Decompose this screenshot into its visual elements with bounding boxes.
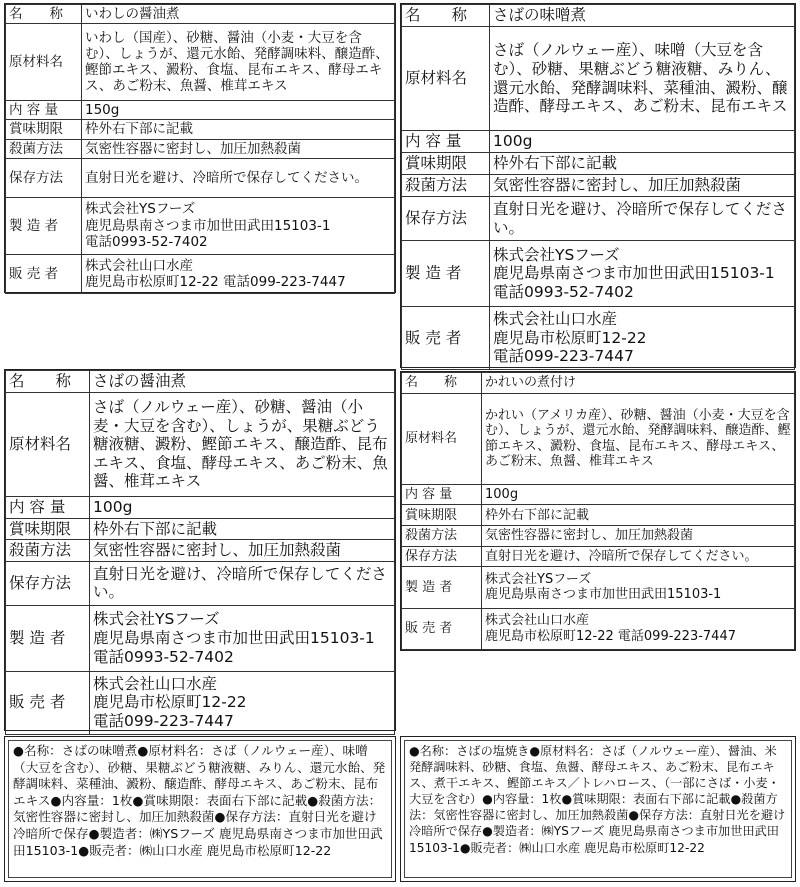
row-sterilization	[6, 540, 395, 562]
ingredients: かれい（アメリカ産）、砂糖、醤油（小麦・大豆を含む）、しょうが、還元水飴、発酵調味料、醸造酢、鰹節エキス、澱粉、食塩、昆布エキス、酵母エキス、あご粉末、魚醤、椎茸エキス	[482, 393, 795, 484]
volume: 100g	[490, 131, 795, 153]
row-storage	[6, 561, 395, 605]
ingredients: さば（ノルウェー産）、砂糖、醤油（小麦・大豆を含む）、しょうが、果糖ぶどう糖液糖、澱粉、鰹節エキス、醸造酢、昆布エキス、食塩、酵母エキス、あご粉末、魚醤、椎茸エキス	[90, 393, 395, 497]
ingredients: いわし（国産）、砂糖、醤油（小麦・大豆を含む）、しょうが、還元水飴、発酵調味料、醸造酢、鰹節エキス、澱粉、食塩、昆布エキス、酵母エキス、あご粉末、魚醤、椎茸エキス	[82, 24, 395, 101]
compact-label-text: ●名称：さばの味噌煮●原材料名：さば（ノルウェー産）、味噌（大豆を含む）、砂糖、果糖ぶどう糖液糖、みりん、還元水飴、発酵調味料、菜種油、澱粉、醸造酢、酵母エキス、あご粉末、昆布エキス●内容量：1枚●賞味期限：表面右下部に記載●殺菌方法：気密性容器に密封し、加圧加熱殺菌●保存方法：直射日光を避け冷暗所で保存●製造者：㈱YSフーズ 鹿児島県南さつま市加世田武田15103-1●販売者：㈱山口水産 鹿児島市松原町12-22	[8, 740, 392, 878]
field-key: 販 売 者	[6, 254, 82, 293]
product-name: かれいの煮付け	[482, 373, 795, 394]
field-key: 殺菌方法	[402, 175, 490, 197]
field-key: 販 売 者	[402, 608, 482, 649]
row-expiry	[402, 153, 795, 175]
field-key: 原材料名	[6, 24, 82, 101]
expiry: 枠外右下部に記載	[90, 518, 395, 540]
field-key: 殺菌方法	[402, 526, 482, 547]
row-name	[6, 371, 395, 393]
field-key: 原材料名	[402, 393, 482, 484]
row-expiry	[6, 120, 395, 139]
field-key: 製 造 者	[6, 197, 82, 254]
field-key: 殺菌方法	[6, 139, 82, 158]
sterilization: 気密性容器に密封し、加圧加熱殺菌	[490, 175, 795, 197]
row-seller	[6, 254, 395, 293]
row-storage	[6, 158, 395, 197]
manufacturer: 株式会社YSフーズ 鹿児島県南さつま市加世田武田15103-1 電話0993-52-7402	[82, 197, 395, 254]
field-key: 製 造 者	[402, 567, 482, 608]
field-key: 保存方法	[402, 546, 482, 567]
expiry: 枠外右下部に記載	[482, 505, 795, 526]
volume: 100g	[482, 484, 795, 505]
field-key: 内 容 量	[402, 131, 490, 153]
field-key: 販 売 者	[6, 671, 90, 734]
field-key: 内 容 量	[6, 101, 82, 120]
field-key: 名 称	[6, 5, 82, 24]
row-manufacturer	[402, 567, 795, 608]
sterilization: 気密性容器に密封し、加圧加熱殺菌	[82, 139, 395, 158]
row-sterilization	[402, 175, 795, 197]
sterilization: 気密性容器に密封し、加圧加熱殺菌	[90, 540, 395, 562]
label-karei-nitsuke	[400, 371, 796, 651]
product-name: さばの味噌煮	[490, 5, 795, 27]
manufacturer: 株式会社YSフーズ 鹿児島県南さつま市加世田武田15103-1	[482, 567, 795, 608]
row-expiry	[6, 518, 395, 540]
product-name: いわしの醤油煮	[82, 5, 395, 24]
expiry: 枠外右下部に記載	[82, 120, 395, 139]
volume: 100g	[90, 497, 395, 519]
compact-label-saba-shioyaki	[400, 736, 796, 882]
storage: 直射日光を避け、冷暗所で保存してください。	[490, 197, 795, 241]
row-volume	[6, 497, 395, 519]
field-key: 製 造 者	[6, 605, 90, 671]
field-key: 内 容 量	[402, 484, 482, 505]
product-name: さばの醤油煮	[90, 371, 395, 393]
compact-label-text: ●名称：さばの塩焼き●原材料名：さば（ノルウェー産）、醤油、米発酵調味料、砂糖、食塩、魚醤、酵母エキス、あご粉末、昆布エキス、煮干エキス、鰹節エキス／トレハロース、（一部にさば・小麦・大豆を含む）●内容量：1枚●賞味期限：表面右下部に記載●殺菌方法：気密性容器に密封し、加圧加熱殺菌●保存方法：直射日光を避け冷暗所で保存●製造者：㈱YSフーズ 鹿児島県南さつま市加世田武田15103-1●販売者：㈱山口水産 鹿児島市松原町12-22	[404, 740, 792, 878]
label-saba-misoni	[400, 3, 796, 368]
seller: 株式会社山口水産 鹿児島市松原町12-22 電話099-223-7447	[490, 307, 795, 370]
row-ingredients	[6, 24, 395, 101]
field-key: 原材料名	[402, 27, 490, 131]
seller: 株式会社山口水産 鹿児島市松原町12-22 電話099-223-7447	[90, 671, 395, 734]
field-key: 販 売 者	[402, 307, 490, 370]
row-name	[402, 373, 795, 394]
row-name	[402, 5, 795, 27]
row-manufacturer	[6, 605, 395, 671]
sterilization: 気密性容器に密封し、加圧加熱殺菌	[482, 526, 795, 547]
field-key: 原材料名	[6, 393, 90, 497]
field-key: 賞味期限	[6, 518, 90, 540]
row-ingredients	[6, 393, 395, 497]
label-iwashi-shoyuni	[4, 3, 396, 293]
field-key: 賞味期限	[6, 120, 82, 139]
field-key: 殺菌方法	[6, 540, 90, 562]
row-manufacturer	[402, 241, 795, 307]
storage: 直射日光を避け、冷暗所で保存してください。	[482, 546, 795, 567]
seller: 株式会社山口水産 鹿児島市松原町12-22 電話099-223-7447	[82, 254, 395, 293]
row-expiry	[402, 505, 795, 526]
row-seller	[6, 671, 395, 734]
row-sterilization	[6, 139, 395, 158]
row-volume	[402, 131, 795, 153]
row-storage	[402, 546, 795, 567]
manufacturer: 株式会社YSフーズ 鹿児島県南さつま市加世田武田15103-1 電話0993-52-7402	[90, 605, 395, 671]
row-volume	[402, 484, 795, 505]
row-name	[6, 5, 395, 24]
row-seller	[402, 608, 795, 649]
field-key: 賞味期限	[402, 505, 482, 526]
seller: 株式会社山口水産 鹿児島市松原町12-22 電話099-223-7447	[482, 608, 795, 649]
row-ingredients	[402, 27, 795, 131]
field-key: 保存方法	[402, 197, 490, 241]
field-key: 保存方法	[6, 561, 90, 605]
compact-label-saba-misoni	[4, 736, 396, 882]
row-manufacturer	[6, 197, 395, 254]
label-saba-shoyuni	[4, 369, 396, 731]
row-storage	[402, 197, 795, 241]
storage: 直射日光を避け、冷暗所で保存してください。	[82, 158, 395, 197]
ingredients: さば（ノルウェー産）、味噌（大豆を含む）、砂糖、果糖ぶどう糖液糖、みりん、還元水飴、発酵調味料、菜種油、澱粉、醸造酢、酵母エキス、あご粉末、昆布エキス	[490, 27, 795, 131]
field-key: 保存方法	[6, 158, 82, 197]
field-key: 名 称	[402, 5, 490, 27]
row-volume	[6, 101, 395, 120]
field-key: 内 容 量	[6, 497, 90, 519]
field-key: 製 造 者	[402, 241, 490, 307]
row-ingredients	[402, 393, 795, 484]
field-key: 名 称	[402, 373, 482, 394]
row-seller	[402, 307, 795, 370]
storage: 直射日光を避け、冷暗所で保存してください。	[90, 561, 395, 605]
manufacturer: 株式会社YSフーズ 鹿児島県南さつま市加世田武田15103-1 電話0993-52-7402	[490, 241, 795, 307]
volume: 150g	[82, 101, 395, 120]
field-key: 名 称	[6, 371, 90, 393]
expiry: 枠外右下部に記載	[490, 153, 795, 175]
field-key: 賞味期限	[402, 153, 490, 175]
row-sterilization	[402, 526, 795, 547]
